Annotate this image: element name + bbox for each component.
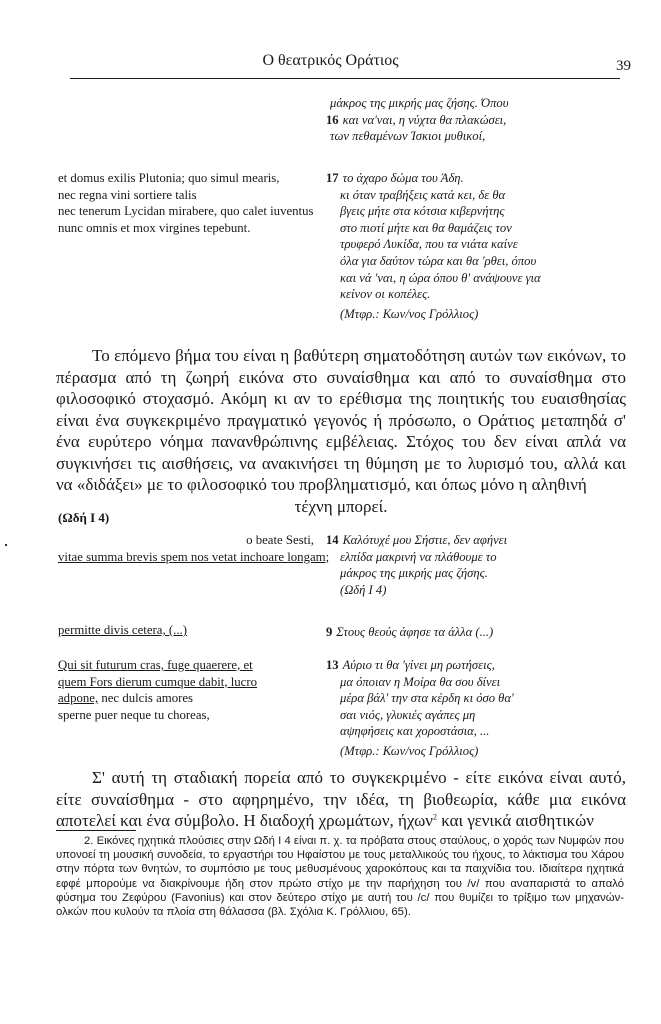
latin-verse-block-2	[58, 170, 313, 236]
latin-line: nec regna vini sortiere talis	[58, 187, 197, 202]
footnote-text: Εικόνες ηχητικά πλούσιες στην Ωδή Ι 4 είναι π. χ. τα πρόβατα στους σταύλους, ο χορός των Νυμφών που υπονοεί τη μουσική συνοδεία, το εργαστήρι του Ηφαίστου με τους μεταλλικούς του ήχους, το λάκτισμα του Χάρου στην πόρτα των θνητών, το συμπόσιο με τους μεθυσμένους χαροκόπους και τα παιχνίδια του. Ιδιαίτερα ηχητικά εφφέ μπορούμε να διακρίνουμε ήδη στον πρώτο στίχο με την παρήχηση του /v/ που αναπαριστά το απαλό φύσημα του Ζεφύρου (Favonius) και στον δεύτερο στίχο με αυτή του /c/ που θυμίζει το τρίξιμο των μηχανών-ολκών που κυλούν τα πλοία στη θάλασσα (βλ. Σχόλια Κ. Γρόλλιου, 65).	[56, 835, 624, 919]
footnote-rule	[56, 830, 136, 831]
greek-line: ελπίδα μακρινή να πλάθουμε το	[340, 549, 497, 564]
greek-line: βγεις μήτε στα κότσια κιβερνήτης	[340, 204, 505, 219]
body-paragraph-2: Σ' αυτή τη σταδιακή πορεία από το συγκεκριμένο - είτε εικόνα είναι αυτό, είτε συναίσθημα - στο αφηρημένο, την ιδέα, τη βιοθεωρία, κάθε μια εικόνα αποτελεί και ένα σύμβολο. Η διαδοχή χρωμάτων, ήχων$^2$ και γενικά αισθητικών	[56, 768, 626, 830]
latin-line: permitte divis cetera, (...)	[58, 623, 187, 637]
page-number: 39	[616, 58, 631, 74]
greek-line: των πεθαμένων Ίσκιοι μυθικοί,	[330, 129, 486, 144]
latin-line: nunc omnis et mox virgines tepebunt.	[58, 220, 251, 235]
greek-line: σαι νιός, γλυκιές αγάπες μη	[340, 707, 476, 722]
greek-line: μάκρος της μικρής μας ζήσης. Όπου	[330, 96, 509, 110]
greek-line: 13 Αύριο τι θα 'γίνει μη ρωτήσεις,	[326, 658, 495, 672]
body-paragraph-1	[56, 345, 626, 517]
greek-translation-block-2	[326, 170, 541, 322]
footnote	[56, 834, 624, 919]
greek-line: μα όποιαν η Μοίρα θα σου δίνει	[340, 674, 501, 689]
latin-line: sperne puer neque tu choreas,	[58, 707, 210, 722]
latin-line: quem Fors dierum cumque dabit, lucro	[58, 674, 258, 689]
latin-line: nec tenerum Lycidan mirabere, quo calet iuventus	[58, 204, 314, 219]
latin-line: o beate Sesti,	[246, 533, 314, 547]
greek-line: τρυφερό Λυκίδα, που τα νιάτα καίνε	[340, 237, 518, 252]
greek-line: 14 Καλότυχέ μου Σήστιε, δεν αφήνει	[326, 533, 508, 547]
greek-line: όλα για δαύτον τώρα και θα 'ρθει, όπου	[340, 253, 537, 268]
greek-line: κείνον οι κοπέλες.	[340, 287, 431, 302]
greek-translation-block-4: 9 Στους θεούς άφησε τα άλλα (...)	[326, 625, 494, 639]
ode-citation: (Ωδή Ι 4)	[58, 510, 110, 525]
greek-line: στο πιοτί μήτε και θα θαμάζεις τον	[340, 220, 512, 235]
latin-verse-block-3	[58, 532, 330, 565]
header-rule	[70, 78, 620, 79]
greek-line: 17 το άχαρο δώμα του Άδη.	[326, 171, 464, 185]
greek-translation-block-1	[326, 95, 508, 145]
paragraph-text: Το επόμενο βήμα του είναι η βαθύτερη σηματοδότηση αυτών των εικόνων, το πέρασμα από τη ζωηρή εικόνα στο συναίσθημα και από το συναίσθημα στο φιλοσοφικό στοχασμό. Ακόμη κι αν το ερέθισμα της ποιητικής του ευαισθησίας είναι ένα συγκεκριμένο πραγματικό γεγονός ή πρόσωπο, ο Οράτιος μεταπηδά σ' ένα ευρύτερο νόημα πανανθρώπινης εμβέλειας. Στόχος του δεν είναι απλά να συγκινήσει τις αισθήσεις, να ανακινήσει τη θύμηση με το λυρισμό του, αλλά και να «διδάξει» με το φιλοσοφικό του προβληματισμό, και όπως μόνο η αληθινή	[56, 346, 626, 494]
footnote-number: 2.	[84, 835, 94, 847]
footnote-reference[interactable]: 2	[432, 812, 437, 822]
latin-line: adpone, nec dulcis amores	[58, 691, 194, 706]
greek-line: μάκρος της μικρής μας ζήσης.	[340, 566, 488, 581]
paragraph-last-line: τέχνη μπορεί.	[294, 496, 388, 516]
translator-credit: (Μτφρ.: Κων/νος Γρόλλιος)	[340, 306, 479, 321]
running-title: Ο θεατρικός Οράτιος	[262, 52, 399, 69]
latin-line: vitae summa brevis spem nos vetat inchoare longam;	[58, 549, 330, 564]
greek-translation-block-5	[326, 657, 514, 760]
greek-line: 16 και να'ναι, η νύχτα θα πλακώσει,	[326, 112, 507, 127]
latin-verse-block-5	[58, 657, 257, 723]
latin-line: Qui sit futurum cras, fuge quaerere, et	[58, 658, 253, 672]
latin-line: et domus exilis Plutonia; quo simul mearis,	[58, 171, 280, 185]
greek-line: κι όταν τραβήξεις κατά κει, δε θα	[340, 187, 506, 202]
greek-line: αψηφήσεις και χοροστάσια, ...	[340, 724, 490, 739]
greek-translation-block-3	[326, 532, 507, 598]
source-reference: (Ωδή Ι 4)	[340, 582, 387, 597]
greek-line: και νά 'ναι, η ώρα όπου θ' ανάψουνε για	[340, 270, 541, 285]
margin-mark	[5, 544, 7, 546]
greek-line: μέρα βάλ' την στα κέρδη κι όσο θα'	[340, 691, 514, 706]
translator-credit: (Μτφρ.: Κων/νος Γρόλλιος)	[340, 743, 479, 758]
